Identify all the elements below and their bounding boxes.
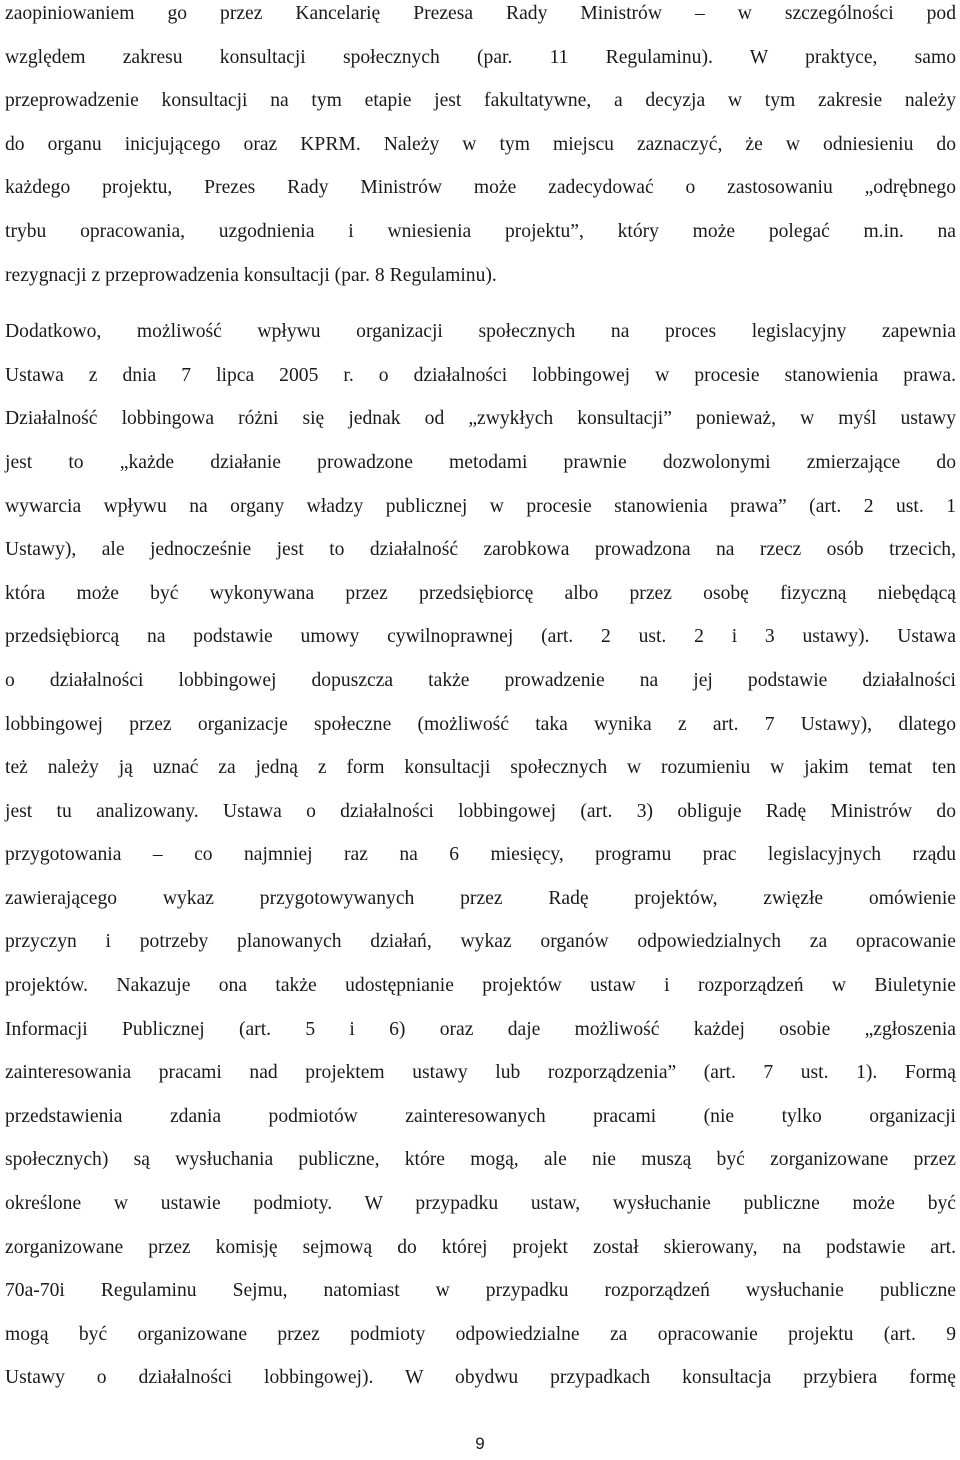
paragraph-lobbying — [5, 310, 956, 1400]
document-page — [5, 0, 956, 1400]
text-line: zaopiniowaniem go przez Kancelarię Prezesa Rady Ministrów – w szczególności pod — [5, 3, 956, 24]
text-line: która może być wykonywana przez przedsiębiorcę albo przez osobę fizyczną niebędącą — [5, 582, 956, 604]
text-line: Działalność lobbingowa różni się jednak od „zwykłych konsultacji” ponieważ, w myśl ustawy — [5, 408, 956, 430]
text-line: przedstawienia zdania podmiotów zainteresowanych pracami (nie tylko organizacji — [5, 1105, 956, 1127]
text-line: Ustawy), ale jednocześnie jest to działalność zarobkowa prowadzona na rzecz osób trzecich, — [5, 539, 956, 561]
text-line: Ustawy o działalności lobbingowej). W obydwu przypadkach konsultacja przybiera formę — [5, 1367, 956, 1389]
text-line: jest to „każde działanie prowadzone metodami prawnie dozwolonymi zmierzające do — [5, 451, 956, 473]
text-line: Informacji Publicznej (art. 5 i 6) oraz daje możliwość każdej osobie „zgłoszenia — [5, 1018, 956, 1040]
text-line: trybu opracowania, uzgodnienia i wniesienia projektu”, który może polegać m.in. na — [5, 220, 956, 242]
paragraph-consultations — [5, 0, 956, 297]
text-line: wywarcia wpływu na organy władzy publicznej w procesie stanowienia prawa” (art. 2 ust. 1 — [5, 495, 956, 517]
text-line: zainteresowania pracami nad projektem ustawy lub rozporządzenia” (art. 7 ust. 1). Formą — [5, 1062, 956, 1084]
text-line: przeprowadzenie konsultacji na tym etapie jest fakultatywne, a decyzja w tym zakresie należy — [5, 90, 956, 112]
text-line: jest tu analizowany. Ustawa o działalności lobbingowej (art. 3) obliguje Radę Ministrów do — [5, 800, 956, 822]
text-line: przedsiębiorcą na podstawie umowy cywilnoprawnej (art. 2 ust. 2 i 3 ustawy). Ustawa — [5, 626, 956, 648]
page-number: 9 — [475, 1434, 485, 1453]
text-line: społecznych) są wysłuchania publiczne, które mogą, ale nie muszą być zorganizowane przez — [5, 1149, 956, 1171]
text-line: projektów. Nakazuje ona także udostępnianie projektów ustaw i rozporządzeń w Biuletynie — [5, 975, 956, 997]
text-line: mogą być organizowane przez podmioty odpowiedzialne za opracowanie projektu (art. 9 — [5, 1323, 956, 1345]
text-line: określone w ustawie podmioty. W przypadku ustaw, wysłuchanie publiczne może być — [5, 1193, 956, 1215]
text-line: też należy ją uznać za jedną z form konsultacji społecznych w rozumieniu w jakim temat ten — [5, 757, 956, 779]
text-line: Dodatkowo, możliwość wpływu organizacji społecznych na proces legislacyjny zapewnia — [5, 321, 956, 343]
text-line: przyczyn i potrzeby planowanych działań, wykaz organów odpowiedzialnych za opracowanie — [5, 931, 956, 953]
text-line: 70a-70i Regulaminu Sejmu, natomiast w przypadku rozporządzeń wysłuchanie publiczne — [5, 1280, 956, 1302]
text-line: zorganizowane przez komisję sejmową do której projekt został skierowany, na podstawie art. — [5, 1236, 956, 1258]
text-line: przygotowania – co najmniej raz na 6 miesięcy, programu prac legislacyjnych rządu — [5, 844, 956, 866]
text-line: lobbingowej przez organizacje społeczne (możliwość taka wynika z art. 7 Ustawy), dlatego — [5, 713, 956, 735]
text-line: o działalności lobbingowej dopuszcza także prowadzenie na jej podstawie działalności — [5, 669, 956, 691]
text-line: Ustawa z dnia 7 lipca 2005 r. o działalności lobbingowej w procesie stanowienia prawa. — [5, 364, 956, 386]
text-line: względem zakresu konsultacji społecznych (par. 11 Regulaminu). W praktyce, samo — [5, 46, 956, 68]
text-line: rezygnacji z przeprowadzenia konsultacji (par. 8 Regulaminu). — [5, 264, 497, 286]
text-line: do organu inicjującego oraz KPRM. Należy w tym miejscu zaznaczyć, że w odniesieniu do — [5, 133, 956, 155]
text-line: zawierającego wykaz przygotowywanych przez Radę projektów, zwięzłe omówienie — [5, 887, 956, 909]
text-line: każdego projektu, Prezes Rady Ministrów może zadecydować o zastosowaniu „odrębnego — [5, 177, 956, 199]
